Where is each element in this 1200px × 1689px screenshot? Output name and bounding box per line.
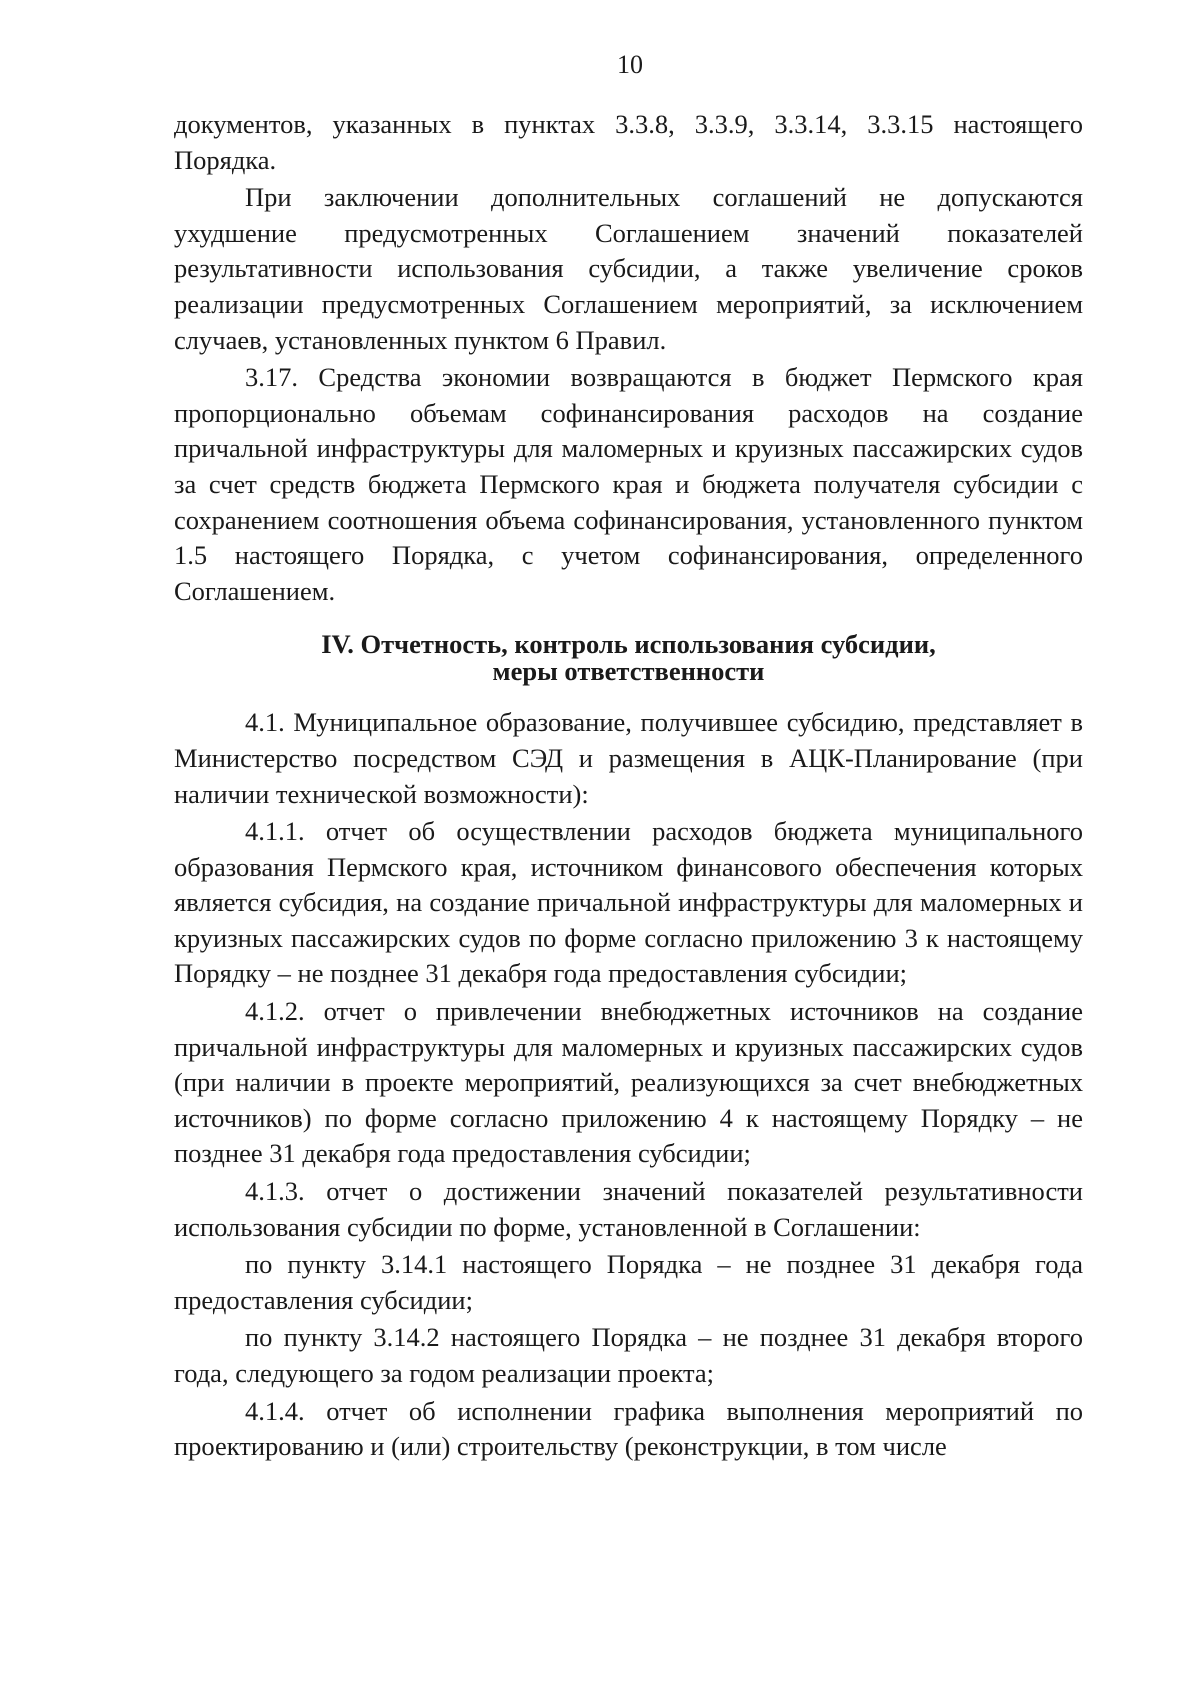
section-heading-line-2: меры ответственности [492, 656, 765, 687]
paragraph-4-1-2: 4.1.2. отчет о привлечении внебюджетных источников на создание причальной инфраструктуры для маломерных и круизных пассажирских судов (при наличии в проекте мероприятий, реализующихся за счет внебюджетных источников) по форме согласно приложению 4 к настоящему Порядку – не позднее 31 декабря года предоставления субсидии; [174, 996, 1083, 1169]
paragraph-additional-agreements: При заключении дополнительных соглашений не допускаются ухудшение предусмотренных Соглашением значений показателей результативности использования субсидии, а также увеличение сроков реализации предусмотренных Соглашением мероприятий, за исключением случаев, установленных пунктом 6 Правил. [174, 182, 1083, 355]
paragraph-4-1: 4.1. Муниципальное образование, получившее субсидию, представляет в Министерство посредством СЭД и размещения в АЦК-Планирование (при наличии технической возможности): [174, 707, 1083, 809]
paragraph-4-1-3-item-2: по пункту 3.14.2 настоящего Порядка – не позднее 31 декабря второго года, следующего за годом реализации проекта; [174, 1322, 1083, 1388]
paragraph-4-1-1: 4.1.1. отчет об осуществлении расходов бюджета муниципального образования Пермского края, источником финансового обеспечения которых является субсидия, на создание причальной инфраструктуры для маломерных и круизных пассажирских судов по форме согласно приложению 3 к настоящему Порядку – не позднее 31 декабря года предоставления субсидии; [174, 816, 1083, 989]
document-body [174, 107, 1083, 1465]
paragraph-4-1-3-item-1: по пункту 3.14.1 настоящего Порядка – не позднее 31 декабря года предоставления субсидии; [174, 1249, 1083, 1315]
paragraph-4-1-3: 4.1.3. отчет о достижении значений показателей результативности использования субсидии по форме, установленной в Соглашении: [174, 1176, 1083, 1242]
section-heading [174, 631, 1083, 685]
section-heading-line-1: IV. Отчетность, контроль использования субсидии, [321, 629, 936, 660]
page-number: 10 [617, 50, 643, 79]
paragraph-3-17: 3.17. Средства экономии возвращаются в бюджет Пермского края пропорционально объемам софинансирования расходов на создание причальной инфраструктуры для маломерных и круизных пассажирских судов за счет средств бюджета Пермского края и бюджета получателя субсидии с сохранением соотношения объема софинансирования, установленного пунктом 1.5 настоящего Порядка, с учетом софинансирования, определенного Соглашением. [174, 362, 1083, 606]
paragraph-continuation: документов, указанных в пунктах 3.3.8, 3.3.9, 3.3.14, 3.3.15 настоящего Порядка. [174, 109, 1083, 175]
paragraph-4-1-4: 4.1.4. отчет об исполнении графика выполнения мероприятий по проектированию и (или) строительству (реконструкции, в том числе [174, 1395, 1083, 1462]
